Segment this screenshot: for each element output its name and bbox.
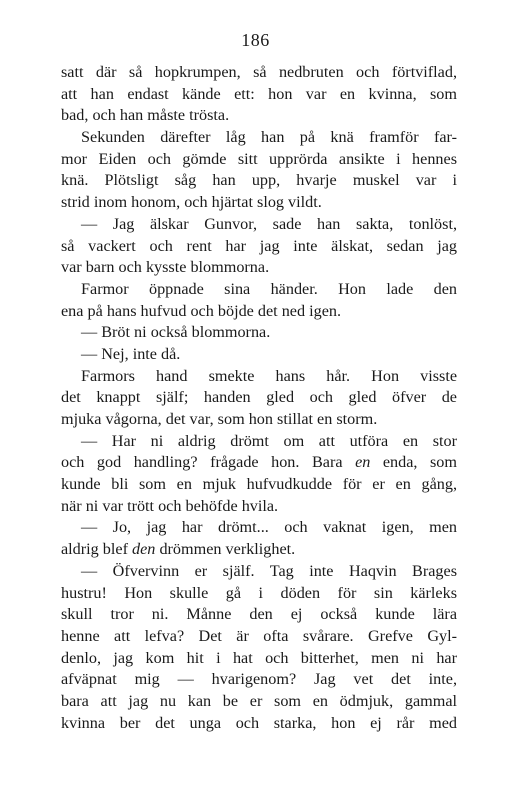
text-line: — Jag älskar Gunvor, sade han sakta, tonlöst, <box>81 214 457 233</box>
text-line: bad, och han måste trösta. <box>61 106 230 125</box>
text-line: mjuka vågorna, det var, som hon stillat en storm. <box>61 410 378 428</box>
text-line: så vackert och rent har jag inte älskat, sedan jag <box>61 236 457 255</box>
text-line: kunde bli som en mjuk hufvudkudde för er en gång, <box>61 475 457 494</box>
text-line: satt där så hopkrumpen, så nedbruten och förtviflad, <box>61 63 457 81</box>
text-line: Sekunden därefter låg han på knä framför far- <box>81 128 457 147</box>
text-line: afväpnat mig — hvarigenom? Jag vet det inte, <box>61 670 457 689</box>
text-line: Farmor öppnade sina händer. Hon lade den <box>81 279 457 298</box>
text-line: — Jo, jag har drömt... och vaknat igen, men <box>81 518 457 537</box>
text-line: var barn och kysste blommorna. <box>61 258 270 277</box>
text-line: henne att lefva? Det är ofta svårare. Grefve Gyl- <box>61 626 457 645</box>
text-line: att han endast kände ett: hon var en kvinna, som <box>61 84 457 103</box>
text-line: när ni var trött och behöfde hvila. <box>61 496 279 515</box>
text-line: och god handling? frågade hon. Bara en enda, som <box>61 453 457 472</box>
text-line: strid inom honom, och hjärtat slog vildt. <box>61 193 322 212</box>
text-line: — Har ni aldrig drömt om att utföra en stor <box>81 431 457 450</box>
text-line: — Nej, inte då. <box>81 344 181 363</box>
text-line: — Bröt ni också blommorna. <box>81 323 271 342</box>
body-text <box>61 62 457 734</box>
text-line: denlo, jag kom hit i hat och bitterhet, men ni har <box>61 648 457 667</box>
text-line: aldrig blef den drömmen verklighet. <box>61 540 296 559</box>
text-line: skull tror ni. Månne den ej också kunde lära <box>61 605 457 624</box>
text-line: hustru! Hon skulle gå i döden för sin kärleks <box>61 583 457 602</box>
text-line: ena på hans hufvud och böjde det ned igen. <box>61 301 342 320</box>
text-line: — Öfvervinn er själf. Tag inte Haqvin Brages <box>81 561 457 580</box>
page-number: 186 <box>241 30 270 50</box>
text-line: det knappt själf; handen gled och gled öfver de <box>61 388 457 407</box>
text-line: Farmors hand smekte hans hår. Hon visste <box>81 366 457 385</box>
text-line: mor Eiden och gömde sitt upprörda ansikte i hennes <box>61 149 457 168</box>
text-line: knä. Plötsligt såg han upp, hvarje muskel var i <box>61 171 457 190</box>
text-line: kvinna ber det unga och starka, hon ej rår med <box>61 713 457 732</box>
text-line: bara att jag nu kan be er som en ödmjuk, gammal <box>61 691 457 710</box>
